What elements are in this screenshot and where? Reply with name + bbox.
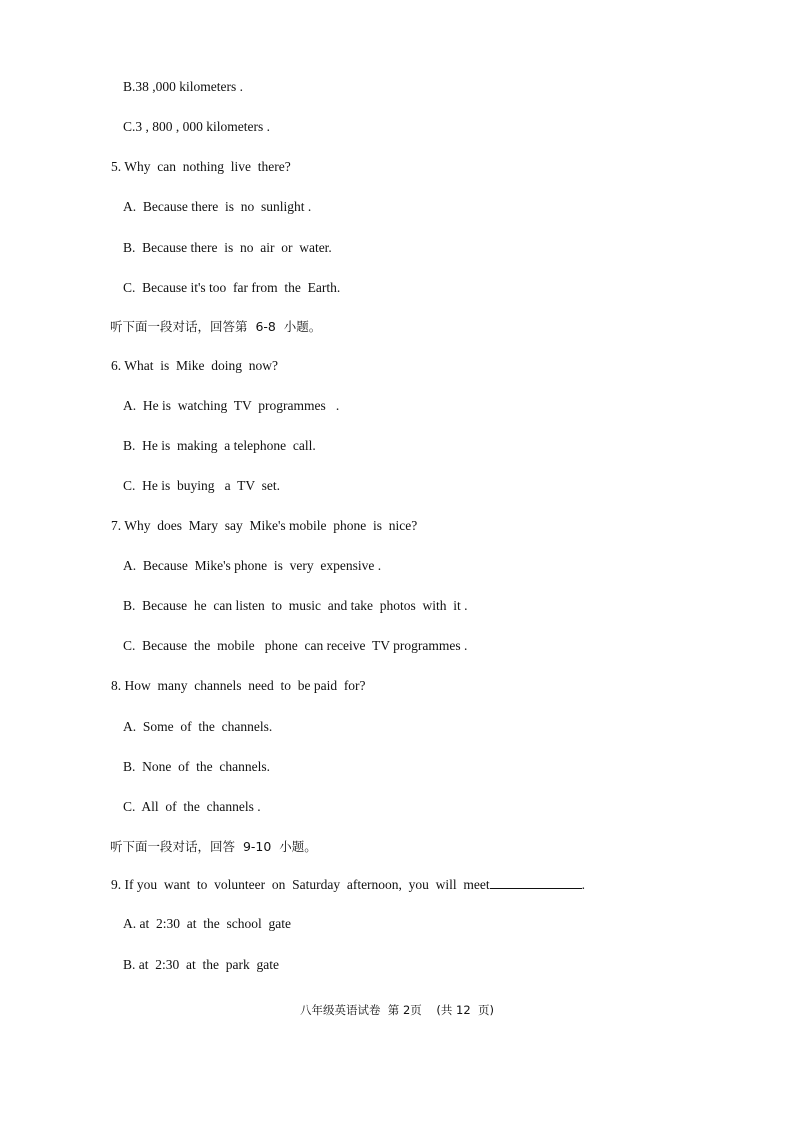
- section-heading-6-8: 听下面一段对话，回答第 6-8 小题。: [110, 319, 322, 334]
- q6-option-a: A. He is watching TV programmes .: [123, 398, 340, 413]
- q7-question: 7. Why does Mary say Mike's mobile phone is nice?: [111, 518, 418, 533]
- q5-option-c: C. Because it's too far from the Earth.: [123, 280, 341, 295]
- q6-option-c: C. He is buying a TV set.: [123, 478, 280, 493]
- q9-question: [111, 876, 585, 894]
- q9-option-b: B. at 2:30 at the park gate: [123, 957, 279, 972]
- q5-option-a: A. Because there is no sunlight .: [123, 199, 312, 214]
- q9-option-a: A. at 2:30 at the school gate: [123, 916, 291, 931]
- q8-option-c: C. All of the channels .: [123, 799, 261, 814]
- q8-question: 8. How many channels need to be paid for?: [111, 678, 366, 693]
- q9-question-end: .: [581, 877, 586, 892]
- q7-option-b: B. Because he can listen to music and take photos with it .: [123, 598, 468, 613]
- q7-option-c: C. Because the mobile phone can receive TV programmes .: [123, 638, 468, 653]
- q5-question: 5. Why can nothing live there?: [111, 159, 291, 174]
- q7-option-a: A. Because Mike's phone is very expensive .: [123, 558, 382, 573]
- q8-option-b: B. None of the channels.: [123, 759, 270, 774]
- answer-blank: [490, 876, 582, 889]
- page-footer: 八年级英语试卷 第 2页 (共 12 页): [300, 1003, 494, 1017]
- q6-question: 6. What is Mike doing now?: [111, 358, 278, 373]
- q5-option-b: B. Because there is no air or water.: [123, 240, 332, 255]
- section-heading-9-10: 听下面一段对话，回答 9-10 小题。: [110, 839, 317, 854]
- q9-question-text: 9. If you want to volunteer on Saturday afternoon, you will meet: [111, 877, 490, 892]
- q4-option-b: B.38 ,000 kilometers .: [123, 79, 243, 94]
- q4-option-c: C.3 , 800 , 000 kilometers .: [123, 119, 270, 134]
- q8-option-a: A. Some of the channels.: [123, 719, 273, 734]
- q6-option-b: B. He is making a telephone call.: [123, 438, 316, 453]
